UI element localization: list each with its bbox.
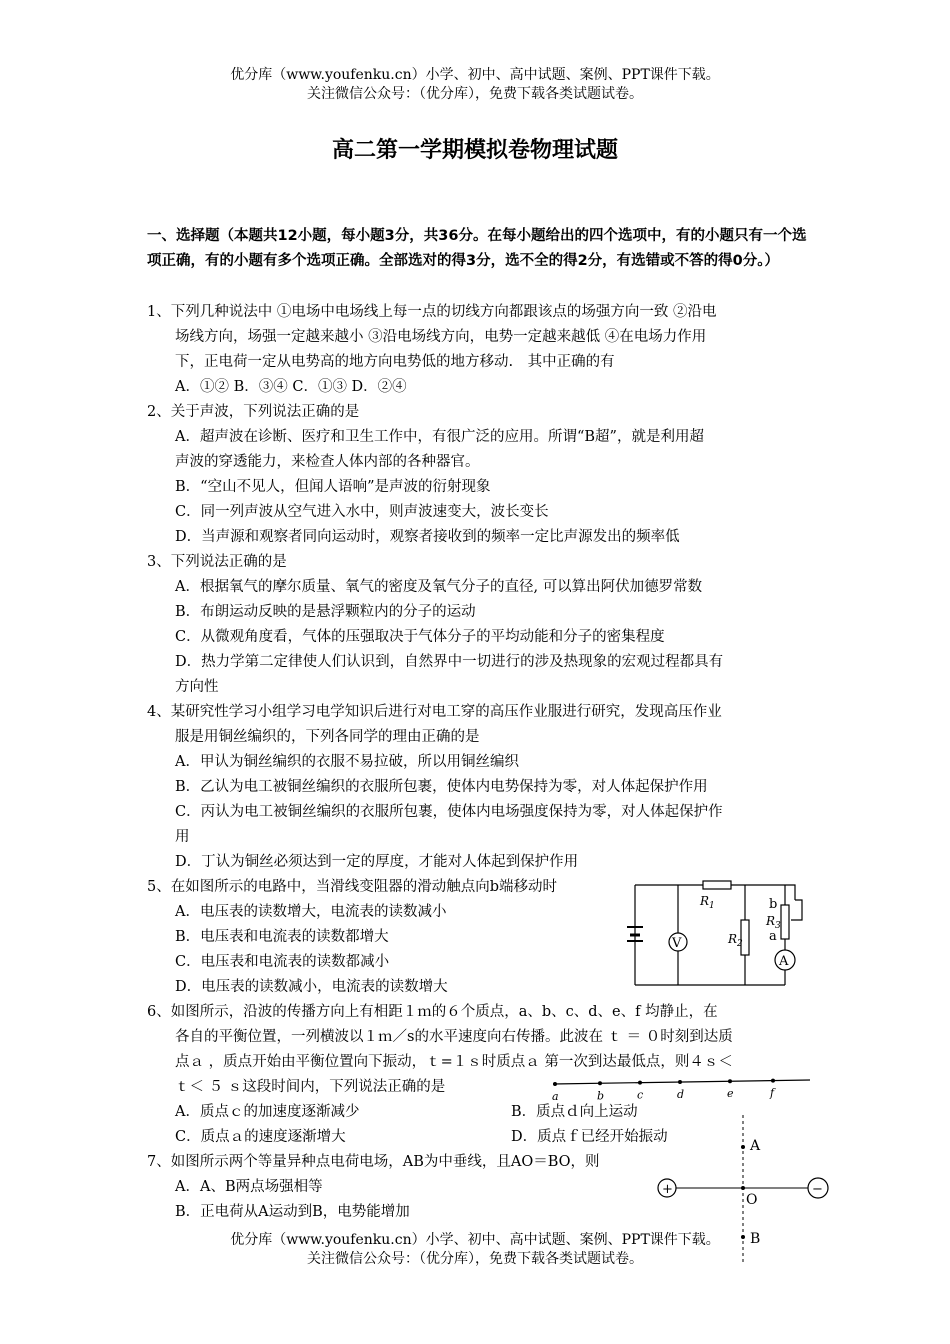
q6-line-2: 各自的平衡位置，一列横波以１ｍ／s的水平速度向右传播。此波在 ｔ ＝ ０时刻到达质	[175, 1029, 733, 1045]
q6-option-a: A．质点ｃ的加速度逐渐减少	[175, 1104, 360, 1120]
resistor-r2	[741, 920, 749, 955]
q3-option-a: A．根据氧气的摩尔质量、氧气的密度及氧气分子的直径, 可以算出阿伏加德罗常数	[175, 579, 703, 595]
wave-point-dot	[678, 1080, 682, 1084]
wave-point-label: b	[597, 1089, 605, 1103]
point-a-dot	[741, 1145, 745, 1149]
point-o-dot	[741, 1186, 745, 1190]
voltmeter-label: V	[672, 936, 682, 951]
q4-option-d: D．丁认为铜丝必须达到一定的厚度，才能对人体起到保护作用	[175, 854, 579, 870]
q6-option-c: C．质点ａ的速度逐渐增大	[175, 1129, 346, 1145]
q7-option-a: A．A、B两点场强相等	[175, 1179, 323, 1195]
terminal-b-label: b	[769, 897, 778, 912]
point-a-label: A	[750, 1138, 761, 1154]
wave-point-label: e	[727, 1087, 734, 1101]
section-heading: 一、选择题（本题共12小题，每小题3分，共36分。在每小题给出的四个选项中，有的小题只有一个选项正确，有的小题有多个选项正确。全部选对的得3分，选不全的得2分，有选错或不答的得0分。）	[147, 228, 807, 269]
q6-line-4: ｔ＜ ５ ｓ这段时间内，下列说法正确的是	[175, 1079, 446, 1095]
terminal-a-label: a	[769, 929, 777, 944]
q5-option-b: B．电压表和电流表的读数都增大	[175, 929, 389, 945]
wave-point-label: a	[552, 1089, 559, 1103]
q5-stem: 5、在如图所示的电路中，当滑线变阻器的滑动触点向b端移动时	[147, 879, 558, 895]
wave-points-diagram	[545, 1070, 815, 1110]
header-line-1: 优分库（www.youfenku.cn）小学、初中、高中试题、案例、PPT课件下载。	[230, 67, 720, 83]
q2-option-d: D．当声源和观察者同向运动时，观察者接收到的频率一定比声源发出的频率低	[175, 529, 680, 545]
q3-option-d-1: D．热力学第二定律使人们认识到，自然界中一切进行的涉及热现象的宏观过程都具有	[175, 654, 724, 670]
wave-point-dot	[598, 1081, 602, 1085]
r2-subscript: 2	[737, 939, 743, 949]
q2-option-a-1: A．超声波在诊断、医疗和卫生工作中，有很广泛的应用。所谓“B超”，就是利用超	[175, 429, 704, 445]
q1-line-2: 场线方向，场强一定越来越小 ③沿电场线方向，电势一定越来越低 ④在电场力作用	[175, 329, 707, 345]
q3-option-c: C．从微观角度看，气体的压强取决于气体分子的平均动能和分子的密集程度	[175, 629, 665, 645]
wave-point-dot	[553, 1082, 557, 1086]
wave-point-label: f	[770, 1086, 775, 1100]
wave-point-label: c	[637, 1088, 644, 1102]
q6-line-3: 点ａ ，质点开始由平衡位置向下振动，ｔ=１ｓ时质点ａ 第一次到达最低点，则４ｓ＜	[175, 1054, 733, 1070]
wave-point-dot	[728, 1079, 732, 1083]
footer-line-2: 关注微信公众号：（优分库），免费下载各类试题试卷。	[307, 1251, 643, 1267]
page-title: 高二第一学期模拟卷物理试题	[331, 138, 618, 163]
r2-symbol: R	[728, 932, 738, 946]
r1-label	[699, 894, 715, 911]
r3-subscript: 3	[775, 921, 781, 931]
wave-point-dot	[771, 1079, 775, 1083]
q3-stem: 3、下列说法正确的是	[147, 554, 287, 570]
r3-symbol: R	[766, 914, 776, 928]
wave-point-label: d	[677, 1088, 685, 1102]
q6-option-d: D．质点ｆ已经开始振动	[511, 1129, 668, 1145]
q3-option-b: B．布朗运动反映的是悬浮颗粒内的分子的运动	[175, 604, 476, 620]
r1-symbol: R	[700, 894, 710, 908]
q2-option-c: C．同一列声波从空气进入水中，则声波速变大，波长变长	[175, 504, 549, 520]
circuit-diagram	[620, 875, 810, 990]
point-b-label: B	[750, 1231, 761, 1247]
resistor-r3	[781, 905, 789, 939]
point-o-label: O	[746, 1192, 758, 1208]
q1-line-3: 下，正电荷一定从电势高的地方向电势低的地方移动. 其中正确的有	[175, 354, 615, 370]
q5-option-d: D．电压表的读数减小，电流表的读数增大	[175, 979, 448, 995]
wave-point-dot	[638, 1081, 642, 1085]
q1-line-1: 1、下列几种说法中 ①电场中电场线上每一点的切线方向都跟该点的场强方向一致 ②沿电	[147, 304, 717, 320]
resistor-r1	[703, 881, 731, 889]
minus-sign: −	[812, 1182, 823, 1197]
q4-line-1: 4、某研究性学习小组学习电学知识后进行对电工穿的高压作业服进行研究，发现高压作业	[147, 704, 722, 720]
q3-option-d-2: 方向性	[175, 679, 219, 695]
q6-line-1: 6、如图所示，沿波的传播方向上有相距１ｍ的６个质点，a、b、c、d、e、f 均静止，在	[147, 1004, 718, 1020]
ammeter-label: A	[779, 954, 789, 969]
page-footer	[0, 1231, 950, 1269]
q6-option-b: B．质点ｄ向上运动	[511, 1104, 638, 1120]
q7-stem: 7、如图所示两个等量异种点电荷电场，AB为中垂线，且AO＝BO，则	[147, 1154, 600, 1170]
q4-option-a: A．甲认为铜丝编织的衣服不易拉破，所以用铜丝编织	[175, 754, 519, 770]
q2-option-b: B．“空山不见人，但闻人语响”是声波的衍射现象	[175, 479, 491, 495]
q1-options: A．①② B．③④ C．①③ D．②④	[175, 379, 407, 395]
page-header	[0, 66, 950, 104]
header-line-2: 关注微信公众号：（优分库），免费下载各类试题试卷。	[307, 86, 643, 102]
q5-option-a: A．电压表的读数增大，电流表的读数减小	[175, 904, 447, 920]
q5-option-c: C．电压表和电流表的读数都减小	[175, 954, 390, 970]
r1-subscript: 1	[709, 901, 715, 911]
q7-option-b: B．正电荷从A运动到B，电势能增加	[175, 1204, 410, 1220]
q4-option-b: B．乙认为电工被铜丝编织的衣服所包裹，使体内电势保持为零，对人体起保护作用	[175, 779, 708, 795]
q4-option-c-2: 用	[175, 829, 190, 845]
q2-option-a-2: 声波的穿透能力，来检查人体内部的各种器官。	[175, 454, 480, 470]
plus-sign: +	[662, 1182, 673, 1197]
q4-line-2: 服是用铜丝编织的，下列各同学的理由正确的是	[175, 729, 480, 745]
q2-stem: 2、关于声波，下列说法正确的是	[147, 404, 360, 420]
q4-option-c-1: C．丙认为电工被铜丝编织的衣服所包裹，使体内电场强度保持为零，对人体起保护作	[175, 804, 723, 820]
footer-line-1: 优分库（www.youfenku.cn）小学、初中、高中试题、案例、PPT课件下载。	[230, 1232, 720, 1248]
